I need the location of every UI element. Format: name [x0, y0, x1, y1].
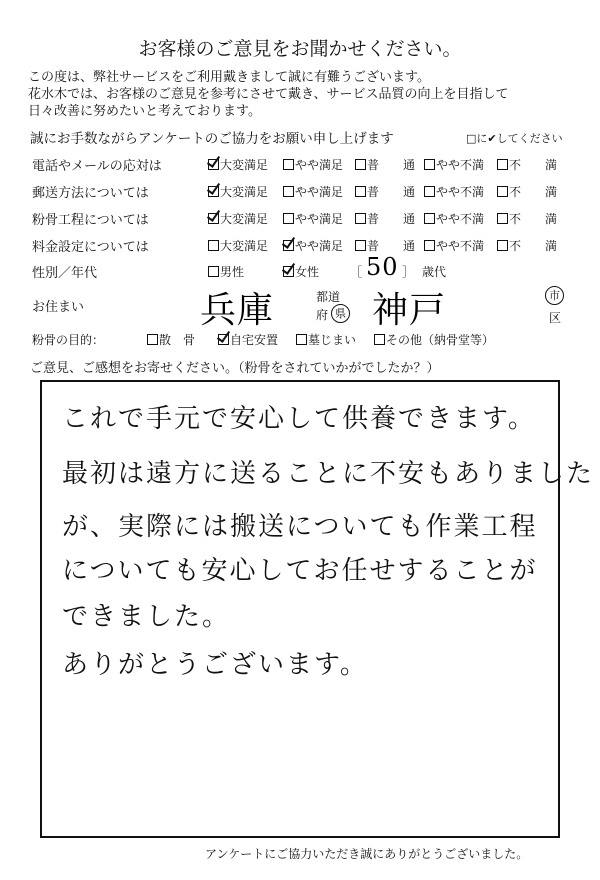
- pref-suffix-fu: 府: [316, 308, 329, 322]
- rating-checkbox[interactable]: [424, 159, 435, 170]
- rating-option-label: やや満足: [295, 185, 344, 199]
- footer-thanks: アンケートにご協力いただき誠にありがとうございました。: [205, 847, 529, 861]
- rating-option[interactable]: [355, 210, 415, 227]
- purpose-option-label: 自宅安置: [230, 333, 279, 347]
- rating-checkbox[interactable]: [208, 159, 219, 170]
- purpose-checkbox[interactable]: [296, 334, 307, 345]
- request-hint: [466, 130, 563, 146]
- rating-option-label: やや不満: [436, 185, 485, 199]
- rating-checkbox[interactable]: [355, 240, 366, 251]
- intro-line-2: 花水木では、お客様のご意見を参考にさせて戴き、サービス品質の向上を目指して: [28, 87, 509, 102]
- rating-option-label: 普 通: [367, 212, 416, 226]
- rating-checkbox[interactable]: [497, 240, 508, 251]
- purpose-option-other[interactable]: [374, 331, 494, 348]
- rating-row-label: 郵送方法については: [32, 186, 149, 201]
- rating-option[interactable]: [283, 183, 343, 200]
- gender-female-checkbox[interactable]: [283, 266, 294, 277]
- purpose-checkbox[interactable]: [147, 334, 158, 345]
- comment-line: が、実際には搬送についても作業工程: [62, 512, 538, 542]
- rating-option[interactable]: [208, 156, 268, 173]
- rating-checkbox[interactable]: [355, 186, 366, 197]
- rating-option[interactable]: [355, 237, 415, 254]
- rating-option-label: やや不満: [436, 239, 485, 253]
- comments-prompt: ご意見、ご感想をお寄せください。（粉骨をされていかがでしたか？）: [30, 361, 440, 376]
- rating-checkbox[interactable]: [497, 186, 508, 197]
- check-mark-icon: ✔: [487, 132, 497, 145]
- purpose-option-label: その他（納骨堂等）: [386, 333, 495, 347]
- rating-option-label: やや満足: [295, 239, 344, 253]
- gender-female-option[interactable]: [283, 263, 319, 280]
- rating-checkbox[interactable]: [208, 186, 219, 197]
- rating-checkbox[interactable]: [497, 159, 508, 170]
- rating-option-label: 普 通: [367, 158, 416, 172]
- rating-checkbox[interactable]: [283, 240, 294, 251]
- address-label: お住まい: [32, 300, 85, 315]
- rating-checkbox[interactable]: [208, 213, 219, 224]
- comment-line: できました。: [62, 602, 231, 632]
- rating-checkbox[interactable]: [208, 240, 219, 251]
- rating-checkbox[interactable]: [355, 159, 366, 170]
- rating-option[interactable]: [424, 183, 484, 200]
- rating-option-label: 大変満足: [220, 239, 269, 253]
- age-unit: 歳代: [422, 265, 447, 279]
- rating-option-label: 不 満: [509, 212, 558, 226]
- age-bracket-open: ［: [350, 265, 363, 279]
- pref-suffix-ken: [331, 304, 350, 323]
- intro-line-1: この度は、弊社サービスをご利用戴きまして誠に有難うございます。: [28, 70, 430, 85]
- survey-title: お客様のご意見をお聞かせください。: [138, 38, 462, 60]
- rating-option-label: 不 満: [509, 158, 558, 172]
- purpose-option-hakajimai[interactable]: [296, 331, 356, 348]
- request-hint-after: してください: [496, 132, 563, 145]
- comment-line: 最初は遠方に送ることに不安もありました: [62, 459, 595, 489]
- prefecture-value[interactable]: 兵庫: [200, 290, 275, 331]
- age-bracket-close: ］: [402, 265, 415, 279]
- rating-option-label: 大変満足: [220, 185, 269, 199]
- purpose-checkbox[interactable]: [218, 334, 229, 345]
- rating-option[interactable]: [208, 210, 268, 227]
- rating-option[interactable]: [424, 237, 484, 254]
- city-value[interactable]: 神戸: [372, 290, 447, 331]
- request-hint-before: □に: [466, 132, 488, 145]
- comment-textarea[interactable]: [40, 380, 595, 838]
- purpose-option-home[interactable]: [218, 331, 278, 348]
- gender-female-label: 女性: [295, 265, 320, 279]
- rating-option[interactable]: [355, 156, 415, 173]
- rating-option[interactable]: [497, 156, 557, 173]
- comment-line: これで手元で安心して供養できます。: [62, 404, 536, 434]
- rating-option[interactable]: [424, 156, 484, 173]
- gender-male-label: 男性: [220, 265, 245, 279]
- rating-option[interactable]: [208, 183, 268, 200]
- rating-option-label: やや満足: [295, 212, 344, 226]
- purpose-option-sankotsu[interactable]: [147, 331, 195, 348]
- rating-option-label: 不 満: [509, 185, 558, 199]
- comment-line: についても安心してお任せすることが: [62, 556, 538, 586]
- city-shi-circled: 市: [545, 286, 564, 305]
- rating-option[interactable]: [283, 210, 343, 227]
- rating-checkbox[interactable]: [283, 186, 294, 197]
- rating-option-label: やや不満: [436, 158, 485, 172]
- rating-option[interactable]: [424, 210, 484, 227]
- rating-row-label: 電話やメールの応対は: [32, 159, 162, 174]
- request-text: 誠にお手数ながらアンケートのご協力をお願い申し上げます: [30, 131, 394, 147]
- rating-option-label: やや満足: [295, 158, 344, 172]
- city-suffix-ku: 区: [549, 311, 562, 325]
- rating-option[interactable]: [208, 237, 268, 254]
- comment-line: ありがとうございます。: [62, 650, 368, 680]
- rating-checkbox[interactable]: [497, 213, 508, 224]
- gender-age-label: 性別／年代: [32, 266, 98, 281]
- purpose-checkbox[interactable]: [374, 334, 385, 345]
- rating-option[interactable]: [283, 156, 343, 173]
- rating-row-label: 料金設定については: [32, 240, 149, 255]
- rating-option-label: 普 通: [367, 185, 416, 199]
- gender-male-option[interactable]: [208, 263, 244, 280]
- rating-option[interactable]: [497, 210, 557, 227]
- purpose-option-label: 散 骨: [159, 333, 196, 347]
- rating-checkbox[interactable]: [355, 213, 366, 224]
- pref-ken-circled: 県: [331, 304, 350, 323]
- rating-option[interactable]: [497, 183, 557, 200]
- rating-checkbox[interactable]: [283, 159, 294, 170]
- rating-option-label: やや不満: [436, 212, 485, 226]
- rating-row-label: 粉骨工程については: [32, 213, 149, 228]
- city-suffix-shi: [545, 286, 564, 305]
- rating-checkbox[interactable]: [424, 213, 435, 224]
- purpose-option-label: 墓じまい: [308, 333, 357, 347]
- purpose-label: 粉骨の目的：: [32, 333, 105, 347]
- intro-line-3: 日々改善に努めたいと考えております。: [28, 104, 261, 119]
- rating-option-label: 不 満: [509, 239, 558, 253]
- rating-option[interactable]: [355, 183, 415, 200]
- rating-checkbox[interactable]: [424, 186, 435, 197]
- rating-option[interactable]: [283, 237, 343, 254]
- pref-suffix-todo: 都道: [316, 290, 341, 304]
- gender-male-checkbox[interactable]: [208, 266, 219, 277]
- rating-option-label: 普 通: [367, 239, 416, 253]
- rating-option-label: 大変満足: [220, 212, 269, 226]
- rating-checkbox[interactable]: [283, 213, 294, 224]
- rating-option[interactable]: [497, 237, 557, 254]
- age-value[interactable]: 50: [366, 253, 399, 281]
- rating-checkbox[interactable]: [424, 240, 435, 251]
- rating-option-label: 大変満足: [220, 158, 269, 172]
